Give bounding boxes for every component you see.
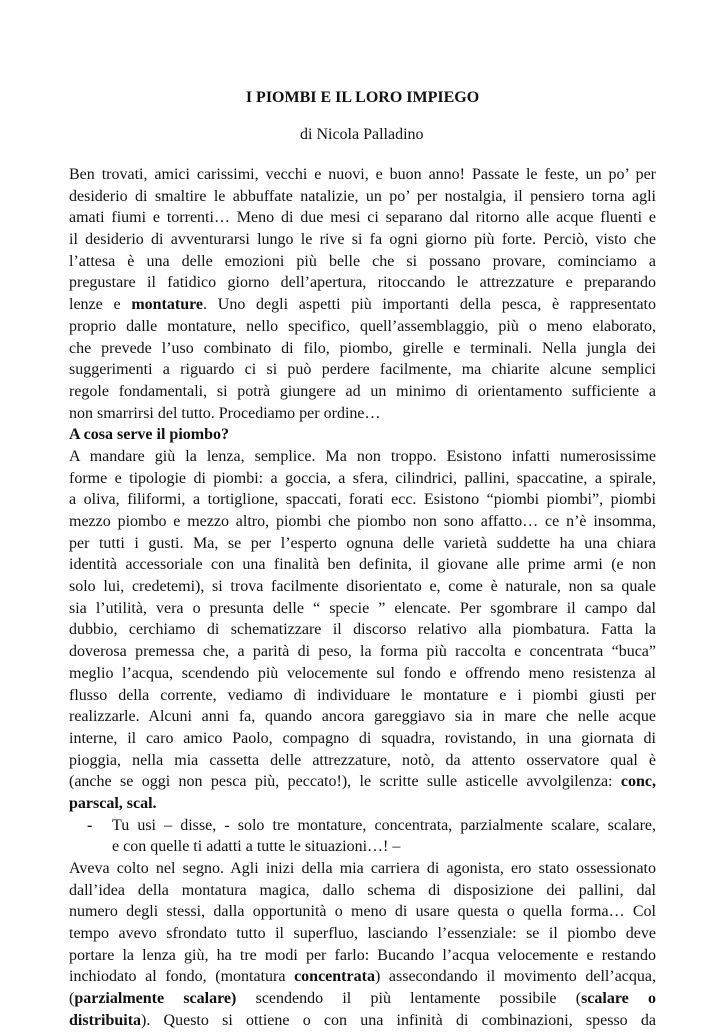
text-run: . Uno degli aspetti più importanti della pesca, è rappresentato — [203, 296, 656, 314]
text-line: pregustare il fatidico giorno dell’apertura, ritoccando le attrezzature e preparando — [69, 274, 656, 292]
text-run: ) assecondando il movimento dell’acqua, — [374, 968, 656, 986]
text-line: forme e tipologie di piombi: a goccia, a sfera, cilindrici, pallini, spaccatine, a spirale, — [69, 469, 656, 487]
bold-term: distribuita — [69, 1011, 142, 1029]
document-author: di Nicola Palladino — [300, 126, 424, 143]
text-line: mezzo piombo e mezzo altro, piombi che piombo non sono affatto… ce n’è insomma, — [69, 513, 656, 530]
text-line: l’attesa è una delle emozioni più belle che si possano provare, cominciamo a — [69, 252, 656, 270]
bold-term: concentrata — [294, 968, 375, 986]
text-line: identità accessoriale con una finalità ben definita, il giovane alle prime armi (e non — [69, 556, 656, 574]
text-line: sia l’utilità, vera o presunta delle “ specie ” elencate. Per sgombrare il campo dal — [69, 599, 656, 617]
text-line: per tutti i gusti. Ma, se per l’esperto ognuna delle varietà suddette ha una chiara — [69, 534, 656, 552]
text-line — [69, 1010, 656, 1032]
bullet-item — [69, 815, 656, 837]
text-line — [69, 294, 656, 316]
text-line: solo lui, credetemi), si trova facilmente disorientato e, come è naturale, non sa quale — [69, 578, 656, 596]
text-line: doverosa premessa che, a parità di peso, la forma più raccolta e concentrata “buca” — [69, 643, 656, 661]
text-line — [69, 771, 656, 793]
text-line: dall’idea della montatura magica, dallo schema di disposizione dei pallini, dal — [69, 881, 656, 899]
document-title: I PIOMBI E IL LORO IMPIEGO — [245, 89, 480, 106]
text-line: numero degli stessi, dalla opportunità o meno di usare questa o quella forma… Col — [69, 903, 656, 921]
text-line: portare la lenza giù, ha tre modi per farlo: Bucando l’acqua velocemente e restando — [69, 946, 656, 964]
text-run: lenze e — [69, 296, 132, 314]
text-line: dubbio, cerchiamo di schematizzare il discorso relativo alla piombatura. Fatta la — [69, 621, 656, 639]
text-line: meglio l’acqua, scendendo più velocemente sul fondo e offrendo meno resistenza al — [69, 664, 656, 682]
text-line: a oliva, filiformi, a tortiglione, spaccati, forati ecc. Esistono “piombi piombi”, piombi — [69, 491, 656, 509]
text-line: proprio dalle montature, nello specifico, quell’assemblaggio, più o meno elaborato, — [69, 317, 656, 335]
text-line: amati fiumi e torrenti… Meno di due mesi ci separano dal ritorno alle acque fluenti e — [69, 209, 656, 227]
text-line: non smarrirsi del tutto. Procediamo per ordine… — [69, 404, 381, 422]
text-line: regole fondamentali, si potrà giungere ad un minimo di orientamento sufficiente a — [69, 382, 656, 400]
section-heading — [69, 424, 656, 446]
text-line: suggerimenti a riguardo ci si può perdere facilmente, ma chiarite alcune semplici — [69, 361, 656, 379]
bullet-dash: - — [87, 816, 93, 834]
bold-term: parscal, scal. — [69, 794, 157, 812]
text-line: che prevede l’uso combinato di filo, piombo, girelle e terminali. Nella jungla dei — [69, 339, 656, 357]
bold-term: montature — [131, 296, 204, 314]
text-run: ). Questo si ottiene o con una infinità di combinazioni, spesso da — [141, 1011, 656, 1029]
text-run: inchiodato al fondo, (montatura — [69, 968, 295, 986]
text-line: flusso della corrente, vediamo di individuare le montature e i piombi giusti per — [69, 686, 656, 704]
text-line — [69, 966, 656, 988]
text-line — [69, 988, 656, 1010]
text-line: realizzarle. Alcuni anni fa, quando ancora gareggiavo sia in mare che nelle acque — [69, 708, 656, 726]
text-line — [69, 793, 656, 815]
text-line: pioggia, nella mia cassetta delle attrezzature, notò, da attento osservatore qual è — [69, 751, 656, 769]
text-line: il desiderio di avventurarsi lungo le rive si fa ogni giorno più forte. Perciò, visto che — [69, 231, 656, 249]
section-heading-text: A cosa serve il piombo? — [69, 426, 229, 444]
text-line: interne, il caro amico Paolo, compagno di squadra, rovistando, in una giornata di — [69, 729, 656, 747]
document-body — [69, 164, 656, 1032]
bold-term: scalare o — [581, 990, 657, 1008]
text-run: ( — [69, 990, 75, 1008]
bold-term: parzialmente scalare) — [74, 990, 237, 1008]
bullet-text: Tu usi – disse, - solo tre montature, concentrata, parzialmente scalare, scalare, — [112, 816, 656, 834]
bullet-item-continuation: e con quelle ti adatti a tutte le situazioni…! – — [112, 838, 401, 856]
text-line: Ben trovati, amici carissimi, vecchi e nuovi, e buon anno! Passate le feste, un po’ per — [69, 166, 656, 183]
text-line: Aveva colto nel segno. Agli inizi della mia carriera di agonista, ero stato ossessionato — [69, 860, 656, 877]
text-run: (anche se oggi non pesca più, peccato!), le scritte sulle asticelle avvolgilenza: — [69, 773, 621, 791]
text-run: scendendo il più lentamente possibile ( — [236, 990, 582, 1008]
text-line: tempo avevo sfrondato tutto il superfluo, lasciando l’essenziale: se il piombo deve — [69, 925, 656, 943]
bold-term: conc, — [620, 773, 656, 791]
text-line: A mandare giù la lenza, semplice. Ma non troppo. Esistono infatti numerosissime — [69, 447, 656, 465]
text-line: desiderio di smaltire le abbuffate natalizie, un po’ per nostalgia, il pensiero torna agli — [69, 187, 656, 205]
